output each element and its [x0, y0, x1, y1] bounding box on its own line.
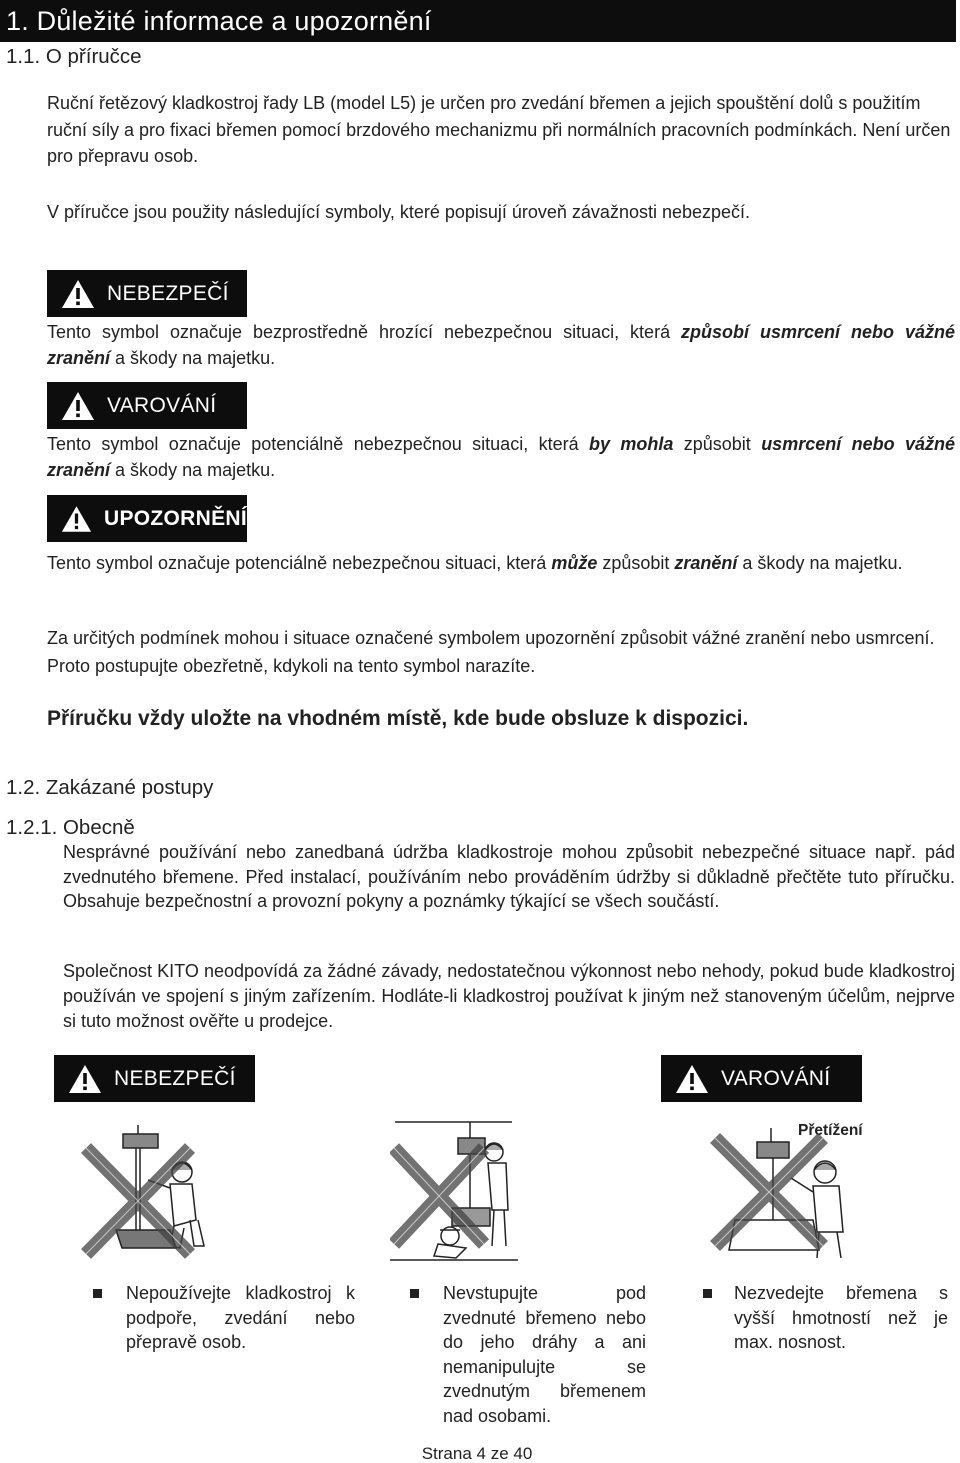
warning-text-emphasis-2: usmrcení nebo vážné zranění [47, 434, 956, 480]
bullet-no-persons: Nepoužívejte kladkostroj k podpoře, zvedání nebo přepravě osob. [126, 1283, 355, 1352]
intro-paragraph: Ruční řetězový kladkostroj řady LB (model L5) je určen pro zvedání břemen a jejich spouštění dolů s použitím ruční síly a pro fixaci břemen pomocí brzdového mechanizmu při normálních pracovních podmínkách. Není určen pro přepravu osob. [47, 93, 951, 166]
danger-text-3: a škody na majetku. [110, 348, 276, 368]
danger-text-emphasis: způsobí usmrcení nebo vážné zranění [47, 322, 955, 368]
caution-text-3: způsobit [597, 553, 675, 573]
danger-badge-bottom-label: NEBEZPEČÍ [114, 1066, 236, 1090]
caution-badge-label: UPOZORNĚNÍ [103, 506, 247, 530]
warning-badge-bottom [661, 1055, 862, 1102]
warning-triangle-icon [61, 391, 95, 421]
caution-description [47, 549, 955, 577]
section-heading-1-1: 1.1. O příručce [6, 45, 142, 68]
warning-text-1: Tento symbol označuje potenciálně nebezpečnou situaci, která [47, 434, 589, 454]
overload-label: Přetížení [798, 1122, 863, 1139]
warning-triangle-icon [675, 1064, 709, 1094]
section-heading-1-2-1: 1.2.1. Obecně [6, 816, 135, 839]
bullet-no-under-load: Nevstupujte pod zvednuté břemeno nebo do jeho dráhy a ani nemanipulujte se zvednutým břemenem nad osobami. [443, 1283, 646, 1426]
caution-note: Za určitých podmínek mohou i situace označené symbolem upozornění způsobit vážné zranění nebo usmrcení. Proto postupujte obezřetně, kdykoli na tento symbol narazíte. [47, 628, 935, 676]
keep-manual-notice: Příručku vždy uložte na vhodném místě, kde bude obsluze k dispozici. [47, 707, 749, 730]
danger-badge-bottom [54, 1055, 255, 1102]
danger-description [47, 319, 955, 371]
caution-badge [47, 495, 247, 542]
bullet-marker [93, 1289, 102, 1298]
warning-badge [47, 382, 247, 429]
page-title: 1. Důležité informace a upozornění [0, 0, 956, 42]
danger-text-1: Tento symbol označuje bezprostředně hrozící nebezpečnou situaci, která [47, 322, 682, 342]
warning-badge-bottom-label: VAROVÁNÍ [721, 1066, 831, 1090]
caution-text-1: Tento symbol označuje potenciálně nebezpečnou situaci, která [47, 553, 552, 573]
bullet-marker [410, 1289, 419, 1298]
symbols-intro: V příručce jsou použity následující symboly, které popisují úroveň závažnosti nebezpečí. [47, 202, 751, 222]
general-paragraph-1: Nesprávné používání nebo zanedbaná údržba kladkostroje mohou způsobit nebezpečné situace např. pád zvednutého břemene. Před instalací, používáním nebo prováděním údržby si důkladně přečtěte tuto příručku. Obsahuje bezpečnostní a provozní pokyny a poznámky týkající se všech součástí. [63, 842, 955, 911]
caution-text-emphasis-2: zranění [674, 553, 738, 573]
warning-text-5: a škody na majetku. [110, 460, 276, 480]
general-paragraph-2: Společnost KITO neodpovídá za žádné závady, nedostatečnou výkonnost nebo nehody, pokud bude kladkostroj používán ve spojení s jiným zařízením. Hodláte-li kladkostroj používat k jiným než stanoveným účelům, nejprve si tuto možnost ověřte u prodejce. [63, 961, 955, 1031]
danger-badge-label: NEBEZPEČÍ [107, 281, 229, 305]
warning-badge-label: VAROVÁNÍ [107, 393, 217, 417]
section-heading-1-2: 1.2. Zakázané postupy [6, 776, 214, 799]
warning-text-3: způsobit [673, 434, 762, 454]
warning-text-emphasis-1: by mohla [588, 434, 674, 454]
page-number: Strana 4 ze 40 [421, 1444, 533, 1463]
caution-text-5: a škody na majetku. [737, 553, 903, 573]
warning-triangle-icon [68, 1064, 102, 1094]
danger-badge [47, 270, 247, 317]
caution-text-emphasis-1: může [551, 553, 598, 573]
warning-triangle-icon [61, 279, 95, 309]
illustration-no-overload [705, 1128, 865, 1263]
warning-description [47, 431, 955, 483]
bullet-marker [703, 1289, 712, 1298]
warning-triangle-icon [61, 504, 92, 534]
illustration-no-lifting-persons [78, 1120, 228, 1260]
bullet-no-overload: Nezvedejte břemena s vyšší hmotností než je max. nosnost. [734, 1283, 948, 1352]
illustration-no-standing-under-load [390, 1118, 520, 1263]
